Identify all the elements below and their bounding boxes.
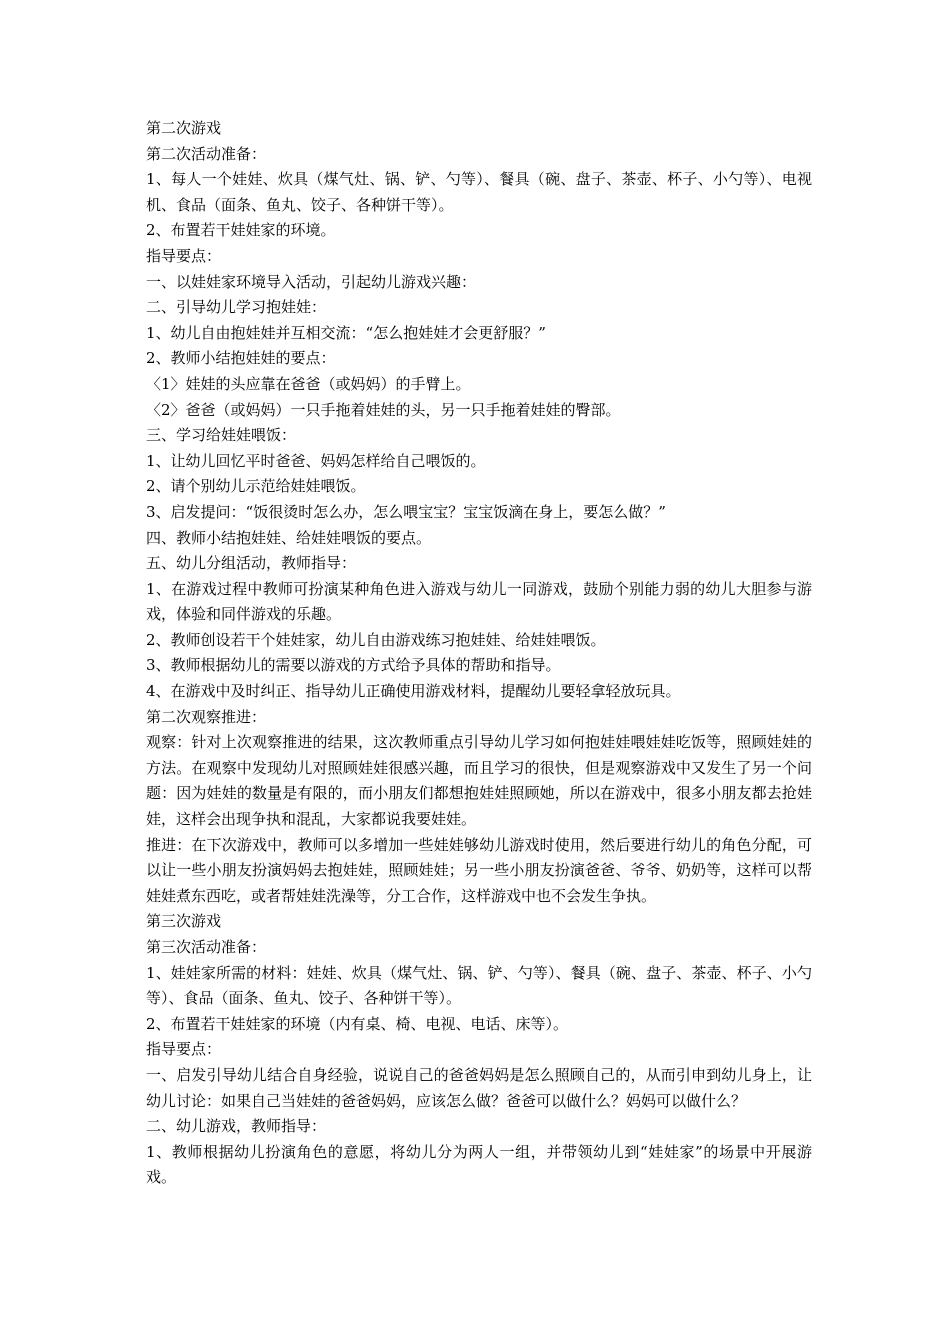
paragraph-observation: 观察：针对上次观察推进的结果，这次教师重点引导幼儿学习如何抱娃娃喂娃娃吃饭等，照顾娃娃的方法。在观察中发现幼儿对照顾娃娃很感兴趣，而且学习的很快，但是观察游戏中又发生了另一个问题：因为娃娃的数量是有限的，而小朋友们都想抱娃娃照顾她，所以在游戏中，很多小朋友都去抢娃娃，这样会出现争执和混乱，大家都说我要娃娃。 — [146, 733, 812, 829]
paragraph: 一、启发引导幼儿结合自身经验，说说自己的爸爸妈妈是怎么照顾自己的，从而引申到幼儿身上，让幼儿讨论：如果自己当娃娃的爸爸妈妈，应该怎么做？爸爸可以做什么？妈妈可以做什么？ — [146, 1065, 812, 1110]
paragraph: 1、娃娃家所需的材料：娃娃、炊具（煤气灶、锅、铲、勺等）、餐具（碗、盘子、茶壶、杯子、小勺等）、食品（面条、鱼丸、饺子、各种饼干等）。 — [146, 963, 812, 1008]
paragraph: 2、教师创设若干个娃娃家，幼儿自由游戏练习抱娃娃、给娃娃喂饭。 — [146, 630, 606, 649]
paragraph: 3、教师根据幼儿的需要以游戏的方式给予具体的帮助和指导。 — [146, 656, 561, 675]
paragraph: 2、布置若干娃娃家的环境。 — [146, 221, 336, 240]
paragraph: 4、在游戏中及时纠正、指导幼儿正确使用游戏材料，提醒幼儿要轻拿轻放玩具。 — [146, 682, 681, 701]
paragraph: 四、教师小结抱娃娃、给娃娃喂饭的要点。 — [146, 528, 432, 547]
paragraph: 一、以娃娃家环境导入活动，引起幼儿游戏兴趣： — [146, 272, 477, 291]
heading-guidance: 指导要点： — [146, 1040, 222, 1059]
paragraph: 1、每人一个娃娃、炊具（煤气灶、锅、铲、勺等）、餐具（碗、盘子、茶壶、杯子、小勺等）、电视机、食品（面条、鱼丸、饺子、各种饼干等）。 — [146, 170, 812, 214]
paragraph: 〈2〉爸爸（或妈妈）一只手拖着娃娃的头，另一只手拖着娃娃的臀部。 — [146, 400, 621, 419]
paragraph: 2、布置若干娃娃家的环境（内有桌、椅、电视、电话、床等）。 — [146, 1014, 569, 1033]
paragraph: 1、幼儿自由抱娃娃并互相交流：“怎么抱娃娃才会更舒服？” — [146, 323, 546, 342]
paragraph: 3、启发提问：“饭很烫时怎么办，怎么喂宝宝？宝宝饭滴在身上，要怎么做？” — [146, 502, 666, 521]
document-body — [146, 116, 812, 1191]
paragraph: 二、幼儿游戏，教师指导： — [146, 1117, 327, 1136]
heading-second-preparation: 第二次活动准备： — [146, 144, 267, 163]
paragraph: 二、引导幼儿学习抱娃娃： — [146, 298, 327, 317]
paragraph: 1、在游戏过程中教师可扮演某种角色进入游戏与幼儿一同游戏，鼓励个别能力弱的幼儿大胆参与游戏，体验和同伴游戏的乐趣。 — [146, 579, 812, 624]
heading-third-preparation: 第三次活动准备： — [146, 938, 267, 956]
paragraph: 五、幼儿分组活动，教师指导： — [146, 554, 357, 573]
paragraph: 三、学习给娃娃喂饭： — [146, 426, 297, 445]
heading-second-game: 第二次游戏 — [146, 119, 222, 137]
heading-guidance: 指导要点： — [146, 246, 222, 265]
paragraph: 2、教师小结抱娃娃的要点： — [146, 349, 336, 368]
paragraph: 2、请个别幼儿示范给娃娃喂饭。 — [146, 477, 366, 496]
paragraph: 〈1〉娃娃的头应靠在爸爸（或妈妈）的手臂上。 — [146, 374, 471, 393]
paragraph-advance: 推进：在下次游戏中，教师可以多增加一些娃娃够幼儿游戏时使用，然后要进行幼儿的角色分配，可以让一些小朋友扮演妈妈去抱娃娃，照顾娃娃；另一些小朋友扮演爸爸、爷爷、奶奶等，这样可以帮娃娃煮东西吃，或者帮娃娃洗澡等，分工合作，这样游戏中也不会发生争执。 — [146, 835, 812, 905]
heading-third-game: 第三次游戏 — [146, 912, 222, 931]
paragraph: 1、让幼儿回忆平时爸爸、妈妈怎样给自己喂饭的。 — [146, 451, 486, 470]
heading-second-observation: 第二次观察推进： — [146, 707, 267, 726]
paragraph: 1、教师根据幼儿扮演角色的意愿，将幼儿分为两人一组，并带领幼儿到“娃娃家”的场景中开展游戏。 — [146, 1142, 812, 1187]
